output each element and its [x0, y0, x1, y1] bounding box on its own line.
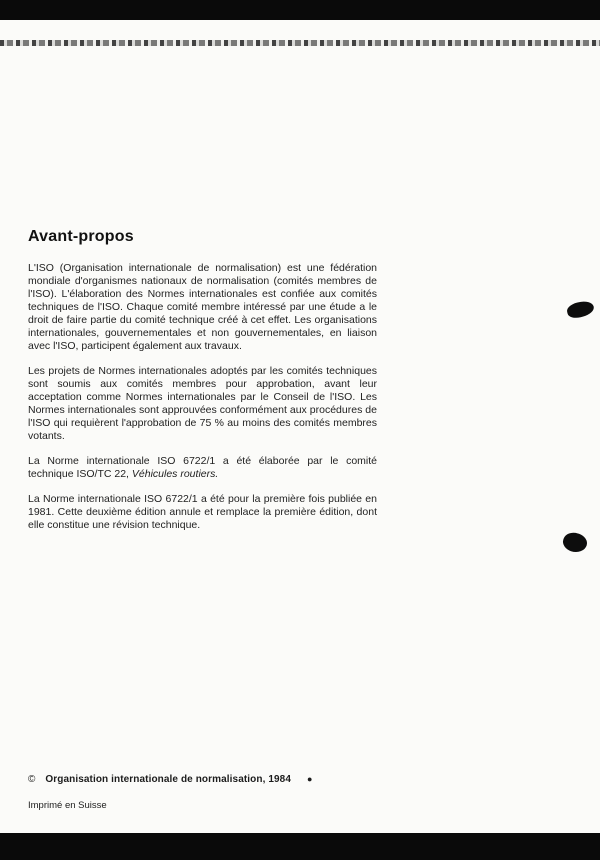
scan-artifact-top-bar — [0, 0, 600, 20]
scan-artifact-speckle-line — [0, 40, 600, 46]
foreword-paragraph-3-text: La Norme internationale ISO 6722/1 a été élaborée par le comité technique ISO/TC 22, — [28, 455, 377, 480]
foreword-paragraph-3 — [28, 455, 377, 481]
copyright-text: Organisation internationale de normalisation, 1984 — [45, 774, 291, 785]
page-title: Avant-propos — [28, 228, 134, 245]
foreword-paragraph-2: Les projets de Normes internationales adoptés par les comités techniques sont soumis aux comités membres pour approbation, avant leur acceptation comme Normes internationales par le Conseil de l'ISO. Les Normes internationales sont approuvées conformément aux procédures de l'ISO qui requièrent l'approbation de 75 % au moins des comités membres votants. — [28, 365, 377, 442]
foreword-paragraph-3-italic-title: Véhicules routiers. — [131, 468, 219, 480]
printed-in-text: Imprimé en Suisse — [28, 800, 107, 811]
scan-ink-blob-lower — [561, 530, 590, 555]
foreword-paragraph-4: La Norme internationale ISO 6722/1 a été pour la première fois publiée en 1981. Cette deuxième édition annule et remplace la première édition, dont elle constitue une révision technique. — [28, 493, 377, 531]
copyright-line — [28, 774, 428, 785]
document-content — [28, 228, 377, 532]
page-footer — [28, 774, 428, 811]
copyright-symbol: © — [28, 774, 36, 785]
bullet-icon: ● — [307, 774, 313, 784]
scan-artifact-bottom-bar — [0, 833, 600, 860]
scan-ink-blob-upper — [566, 299, 596, 320]
foreword-paragraph-1: L'ISO (Organisation internationale de normalisation) est une fédération mondiale d'organismes nationaux de normalisation (comités membres de l'ISO). L'élaboration des Normes internationales est confiée aux comités techniques de l'ISO. Chaque comité membre intéressé par une étude a le droit de faire partie du comité technique créé à cet effet. Les organisations internationales, gouvernementales et non gouvernementales, en liaison avec l'ISO, participent également aux travaux. — [28, 262, 377, 352]
